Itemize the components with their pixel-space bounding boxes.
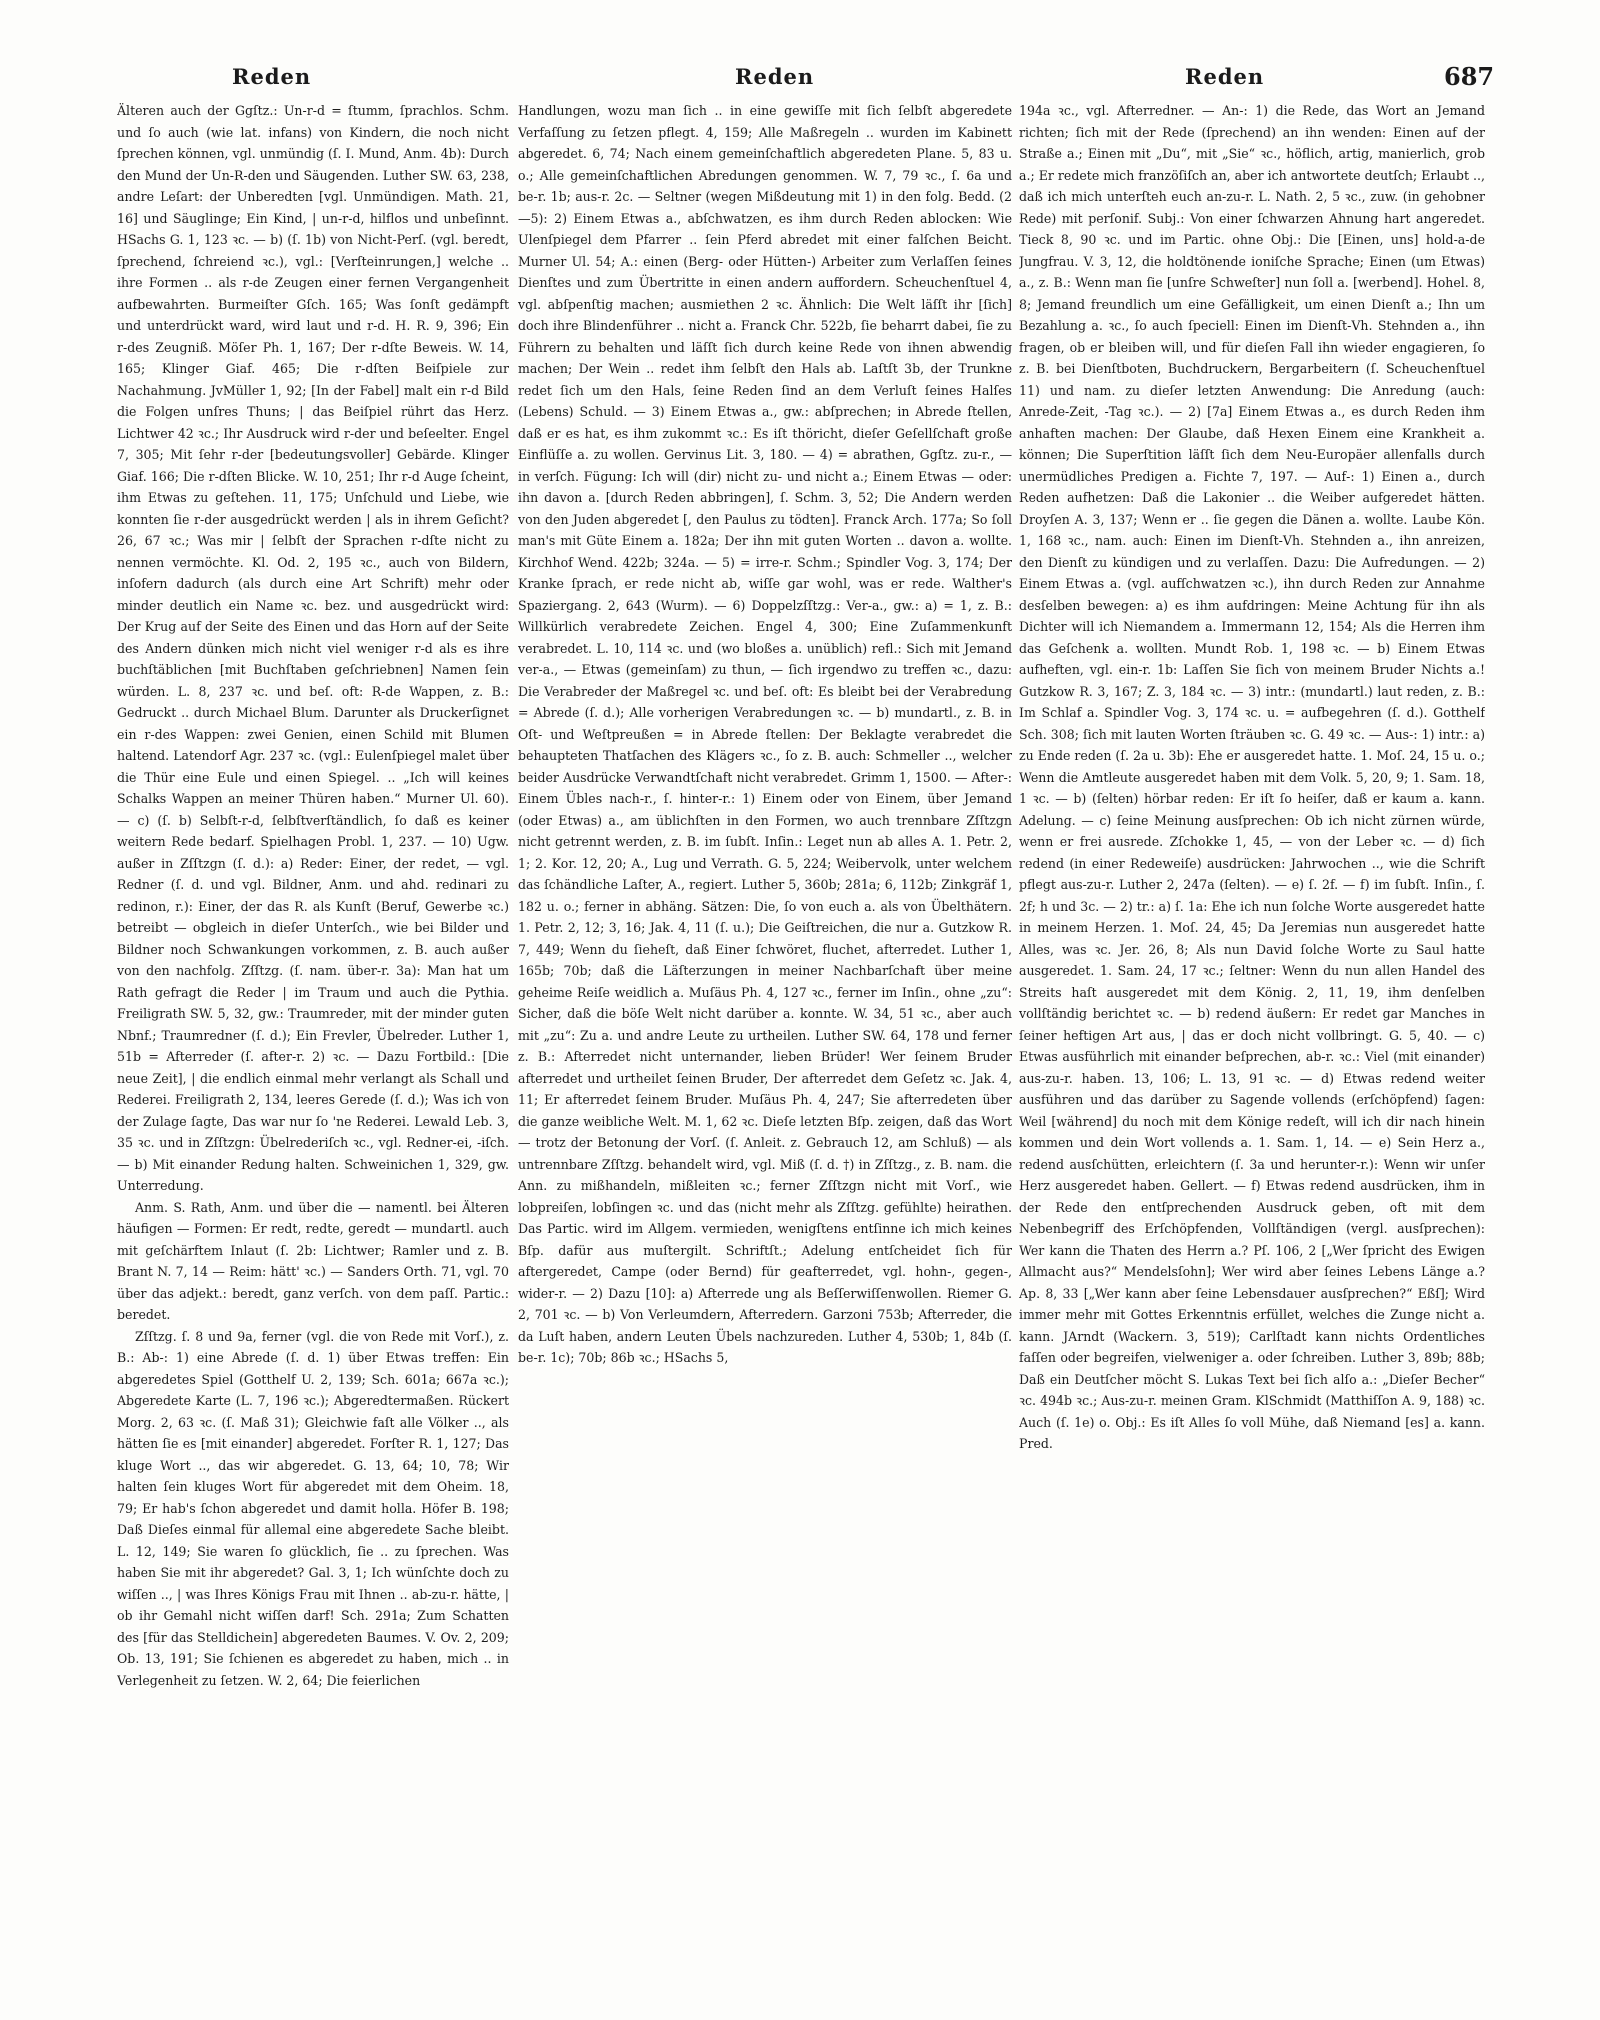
column-2 bbox=[518, 100, 1012, 1995]
text-columns bbox=[0, 100, 1600, 2000]
page-number: 687 bbox=[1444, 62, 1495, 91]
column-1-paragraph: Älteren auch der Ggſtz.: Un‑r‑d = ſtumm, ſprachlos. Schm. und ſo auch (wie lat. infans) von Kindern, die noch nicht ſprechen können, vgl. unmündig (ſ. I. Mund, Anm. 4b): Durch den Mund der Un‑R‑den und Säugenden. Luther SW. 63, 238, andre Leſart: der Unberedten [vgl. Unmündigen. Math. 21, 16] und Säuglinge; Ein Kind, | un‑r‑d, hilflos und unbeſinnt. HSachs G. 1, 123 ꝛc. — b) (ſ. 1b) von Nicht‑Perſ. (vgl. beredt, ſprechend, ſchreiend ꝛc.), vgl.: [Verſteinrungen,] welche .. ihre Formen .. als r‑de Zeugen einer fernen Vergangenheit aufbewahrten. Burmeiſter Gſch. 165; Was ſonſt gedämpft und unterdrückt ward, wird laut und r‑d. H. R. 9, 396; Ein r‑des Zeugniß. Möſer Ph. 1, 167; Der r‑dſte Beweis. W. 14, 165; Klinger Giaf. 465; Die r‑dſten Beiſpiele zur Nachahmung. JvMüller 1, 92; [In der Fabel] malt ein r‑d Bild die Folgen unſres Thuns; | das Beiſpiel rührt das Herz. Lichtwer 42 ꝛc.; Ihr Ausdruck wird r‑der und beſeelter. Engel 7, 305; Mit ſehr r‑der [bedeutungsvoller] Gebärde. Klinger Giaf. 166; Die r‑dſten Blicke. W. 10, 251; Ihr r‑d Auge ſcheint, ihm Etwas zu geſtehen. 11, 175; Unſchuld und Liebe, wie konnten ſie r‑der ausgedrückt werden | als in ihrem Geſicht? 26, 67 ꝛc.; Was mir | ſelbſt der Sprachen r‑dſte nicht zu nennen vermöchte. Kl. Od. 2, 195 ꝛc., auch von Bildern, inſofern dadurch (als durch eine Art Schrift) mehr oder minder deutlich ein Name ꝛc. bez. und ausgedrückt wird: Der Krug auf der Seite des Einen und das Horn auf der Seite des Andern dünken mich nicht viel weniger r‑d als es ihre buchſtäblichen [mit Buchſtaben geſchriebnen] Namen ſein würden. L. 8, 237 ꝛc. und beſ. oft: R‑de Wappen, z. B.: Gedruckt .. durch Michael Blum. Darunter als Druckerſignet ein r‑des Wappen: zwei Genien, einen Schild mit Blumen haltend. Latendorf Agr. 237 ꝛc. (vgl.: Eulenſpiegel malet über die Thür eine Eule und einen Spiegel. .. „Ich will keines Schalks Wappen an meiner Thüren haben.“ Murner Ul. 60). — c) (ſ. b) Selbſt‑r‑d, ſelbſtverſtändlich, ſo daß es keiner weitern Rede bedarf. Spielhagen Probl. 1, 237. — 10) Ugw. außer in Zſſtzgn (ſ. d.): a) Reder: Einer, der redet, — vgl. Redner (ſ. d. und vgl. Bildner, Anm. und ahd. redinari zu redinon, r.): Einer, der das R. als Kunſt (Beruf, Gewerbe ꝛc.) betreibt — obgleich in dieſer Unterſch., wie bei Bilder und Bildner noch Schwankungen vorkommen, z. B. auch außer von den nachfolg. Zſſtzg. (ſ. nam. über‑r. 3a): Man hat um Rath gefragt die Reder | im Traum und auch die Pythia. Freiligrath SW. 5, 32, gw.: Traumreder, mit der minder guten Nbnf.; Traumredner (ſ. d.); Ein Frevler, Übelreder. Luther 1, 51b = Afterreder (ſ. after‑r. 2) ꝛc. — Dazu Fortbild.: [Die neue Zeit], | die endlich einmal mehr verlangt als Schall und Rederei. Freiligrath 2, 134, leeres Gerede (ſ. d.); Was ich von der Zulage ſagte, Das war nur ſo 'ne Rederei. Lewald Leb. 3, 35 ꝛc. und in Zſſtzgn: Übelrederiſch ꝛc., vgl. Redner‑ei, ‑iſch. — b) Mit einander Redung halten. Schweinichen 1, 329, gw. Unterredung. bbox=[117, 103, 509, 1193]
column-1-paragraph: Anm. S. Rath, Anm. und über die — namentl. bei Älteren häufigen — Formen: Er redt, redte, geredt — mundartl. auch mit geſchärftem Inlaut (ſ. 2b: Lichtwer; Ramler und z. B. Brant N. 7, 14 — Reim: hätt' ꝛc.) — Sanders Orth. 71, vgl. 70 über das adjekt.: beredt, ganz verſch. von dem paſſ. Partic.: beredet. bbox=[117, 1199, 509, 1322]
header-left-headword: Reden bbox=[232, 64, 312, 89]
header-center-headword: Reden bbox=[735, 64, 815, 89]
column-3 bbox=[1019, 100, 1485, 1995]
column-1-paragraph: Zſſtzg. ſ. 8 und 9a, ferner (vgl. die von Rede mit Vorſ.), z. B.: Ab‑: 1) eine Abrede (ſ. d. 1) über Etwas treffen: Ein abgeredetes Spiel (Gotthelf U. 2, 139; Sch. 601a; 667a ꝛc.); Abgeredete Karte (L. 7, 196 ꝛc.); Abgeredtermaßen. Rückert Morg. 2, 63 ꝛc. (ſ. Maß 31); Gleichwie faſt alle Völker .., als hätten ſie es [mit einander] abgeredet. Forſter R. 1, 127; Das kluge Wort .., das wir abgeredet. G. 13, 64; 10, 78; Wir halten ſein kluges Wort für abgeredet mit dem Oheim. 18, 79; Er hab's ſchon abgeredet und damit holla. Höfer B. 198; Daß Dieſes einmal für allemal eine abgeredete Sache bleibt. L. 12, 149; Sie waren ſo glücklich, ſie .. zu ſprechen. Was haben Sie mit ihr abgeredet? Gal. 3, 1; Ich wünſchte doch zu wiſſen .., | was Ihres Königs Frau mit Ihnen .. ab‑zu‑r. hätte, | ob ihr Gemahl nicht wiſſen darf! Sch. 291a; Zum Schatten des [für das Stelldichein] abgeredeten Baumes. V. Ov. 2, 209; Ob. 13, 191; Sie ſchienen es abgeredet zu haben, mich .. in Verlegenheit zu ſetzen. W. 2, 64; Die feierlichen bbox=[117, 1328, 509, 1688]
column-2-paragraph: Handlungen, wozu man ſich .. in eine gewiſſe mit ſich ſelbſt abgeredete Verfaſſung zu ſetzen pflegt. 4, 159; Alle Maßregeln .. wurden im Kabinett abgeredet. 6, 74; Nach einem gemeinſchaftlich abgeredeten Plane. 5, 83 u. o.; Alle gemeinſchaftlichen Abredungen genommen. W. 7, 79 ꝛc., ſ. 6a und be‑r. 1b; aus‑r. 2c. — Seltner (wegen Mißdeutung mit 1) in den folg. Bedd. (2—5): 2) Einem Etwas a., abſchwatzen, es ihm durch Reden ablocken: Wie Ulenſpiegel dem Pfarrer .. ſein Pferd abredet mit einer falſchen Beicht. Murner Ul. 54; A.: einen (Berg‑ oder Hütten‑) Arbeiter zum Verlaſſen ſeines Dienſtes und zum Übertritte in einen andern auffordern. Scheuchenſtuel 4, vgl. abſpenſtig machen; ausmiethen 2 ꝛc. Ähnlich: Die Welt läſſt ihr [ſich] doch ihre Blindenführer .. nicht a. Franck Chr. 522b, ſie beharrt dabei, ſie zu Führern zu behalten und läſſt ſich durch keine Rede von ihnen abwendig machen; Der Wein .. redet ihm ſelbſt den Hals ab. Laſtſt 3b, der Trunkne redet ſich um den Hals, ſeine Reden ſind an dem Verluſt ſeines Halſes (Lebens) Schuld. — 3) Einem Etwas a., gw.: abſprechen; in Abrede ſtellen, daß er es hat, es ihm zukommt ꝛc.: Es iſt thöricht, dieſer Geſellſchaft große Einflüſſe a. zu wollen. Gervinus Lit. 3, 180. — 4) = abrathen, Ggſtz. zu‑r., — in verſch. Fügung: Ich will (dir) nicht zu‑ und nicht a.; Einem Etwas — oder: ihn davon a. [durch Reden abbringen], ſ. Schm. 3, 52; Die Andern werden von den Juden abgeredet [, den Paulus zu tödten]. Franck Arch. 177a; So ſoll man's mit Güte Einem a. 182a; Der ihn mit guten Worten .. davon a. wollte. Kirchhof Wend. 422b; 324a. — 5) = irre‑r. Schm.; Spindler Vog. 3, 174; Der Kranke ſprach, er rede nicht ab, wiſſe gar wohl, was er rede. Walther's Spaziergang. 2, 643 (Wurm). — 6) Doppelzſſtzg.: Ver‑a., gw.: a) = 1, z. B.: Willkürlich verabredete Zeichen. Engel 4, 300; Eine Zuſammenkunft verabredet. L. 10, 114 ꝛc. und (wo bloßes a. unüblich) refl.: Sich mit Jemand ver‑a., — Etwas (gemeinſam) zu thun, — ſich irgendwo zu treffen ꝛc., dazu: Die Verabreder der Maßregel ꝛc. und beſ. oft: Es bleibt bei der Verabredung = Abrede (ſ. d.); Alle vorherigen Verabredungen ꝛc. — b) mundartl., z. B. in Oſt‑ und Weſtpreußen = in Abrede ſtellen: Der Beklagte verabredet die behaupteten Thatſachen des Klägers ꝛc., ſo z. B. auch: Schmeller .., welcher beider Ausdrücke Verwandtſchaft nicht verabredet. Grimm 1, 1500. — After‑: Einem Übles nach‑r., ſ. hinter‑r.: 1) Einem oder von Einem, über Jemand (oder Etwas) a., am üblichſten in den Formen, wo auch trennbare Zſſtzgn nicht getrennt werden, z. B. im ſubſt. Inſin.: Leget nun ab alles A. 1. Petr. 2, 1; 2. Kor. 12, 20; A., Lug und Verrath. G. 5, 224; Weibervolk, unter welchem das ſchändliche Laſter, A., regiert. Luther 5, 360b; 281a; 6, 112b; Zinkgräf 1, 182 u. o.; ferner in abhäng. Sätzen: Die, ſo von euch a. als von Übelthätern. 1. Petr. 2, 12; 3, 16; Jak. 4, 11 (ſ. u.); Die Geiſtreichen, die nur a. Gutzkow R. 7, 449; Wenn du ſieheſt, daß Einer ſchwöret, fluchet, afterredet. Luther 1, 165b; 70b; daß die Läſterzungen in meiner Nachbarſchaft über meine geheime Reiſe weidlich a. Muſäus Ph. 4, 127 ꝛc., ferner im Inſin., ohne „zu“: Sicher, daß die böſe Welt nicht darüber a. konnte. W. 34, 51 ꝛc., aber auch mit „zu“: Zu a. und andre Leute zu urtheilen. Luther SW. 64, 178 und ferner z. B.: Afterredet nicht unternander, lieben Brüder! Wer ſeinem Bruder afterredet und urtheilet ſeinen Bruder, Der afterredet dem Geſetz ꝛc. Jak. 4, 11; Er afterredet ſeinem Bruder. Muſäus Ph. 4, 247; Sie afterredeten über die ganze weibliche Welt. M. 1, 62 ꝛc. Dieſe letzten Bſp. zeigen, daß das Wort — trotz der Betonung der Vorſ. (ſ. Anleit. z. Gebrauch 12, am Schluß) — als untrennbare Zſſtzg. behandelt wird, vgl. Miß (ſ. d. †) in Zſſtzg., z. B. nam. die Ann. zu mißhandeln, mißleiten ꝛc.; ferner Zſſtzgn nicht mit Vorſ., wie lobpreiſen, lobſingen ꝛc. und das (nicht mehr als Zſſtzg. gefühlte) heirathen. Das Partic. wird im Allgem. vermieden, wenigſtens entſinne ich mich keines Bſp. dafür aus muſtergilt. Schriftſt.; Adelung entſcheidet ſich für aftergeredet, Campe (oder Bernd) für geafterredet, vgl. hohn‑, gegen‑, wider‑r. — 2) Dazu [10]: a) Afterrede ung als Beſſerwiſſenwollen. Riemer G. 2, 701 ꝛc. — b) Von Verleumdern, Afterredern. Garzoni 753b; Afterreder, die da Luſt haben, andern Leuten Übels nachzureden. Luther 4, 530b; 1, 84b (ſ. be‑r. 1c); 70b; 86b ꝛc.; HSachs 5, bbox=[518, 103, 1012, 1365]
header-right-headword: Reden bbox=[1185, 64, 1265, 89]
running-header bbox=[0, 64, 1600, 94]
column-3-paragraph: 194a ꝛc., vgl. Afterredner. — An‑: 1) die Rede, das Wort an Jemand richten; ſich mit der Rede (ſprechend) an ihn wenden: Einen auf der Straße a.; Einen mit „Du“, mit „Sie“ ꝛc., höflich, artig, manierlich, grob a.; Er redete mich franzöſiſch an, aber ich antwortete deutſch; Erlaubt .., daß ich mich unterſteh euch an‑zu‑r. L. Nath. 2, 5 ꝛc., zuw. (in gehobner Rede) mit perſonif. Subj.: Von einer ſchwarzen Ahnung hart angeredet. Tieck 8, 90 ꝛc. und im Partic. ohne Obj.: Die [Einen, uns] hold‑a‑de Jungfrau. V. 3, 12, die holdtönende ioniſche Sprache; Einen (um Etwas) a., z. B.: Wenn man ſie [unſre Schweſter] nun ſoll a. [werbend]. Hohel. 8, 8; Jemand freundlich um eine Gefälligkeit, um einen Dienſt a.; Ihn um Bezahlung a. ꝛc., ſo auch ſpeciell: Einen im Dienſt‑Vh. Stehnden a., ihn fragen, ob er bleiben will, und für dieſen Fall ihn wieder engagieren, ſo z. B. bei Dienſtboten, Buchdruckern, Bergarbeitern (ſ. Scheuchenſtuel 11) und nam. zu dieſer letzten Anwendung: Die Anredung (auch: Anrede‑Zeit, ‑Tag ꝛc.). — 2) [7a] Einem Etwas a., es durch Reden ihm anhaften machen: Der Glaube, daß Hexen Einem eine Krankheit a. können; Die Superſtition läſſt ſich dem Neu‑Europäer allenfalls durch unermüdliches Predigen a. Fichte 7, 197. — Auf‑: 1) Einen a., durch Reden aufhetzen: Daß die Lakonier .. die Weiber aufgeredet hätten. Droyſen A. 3, 137; Wenn er .. ſie gegen die Dänen a. wollte. Laube Kön. 1, 168 ꝛc., nam. auch: Einen im Dienſt‑Vh. Stehnden a., ihn anreizen, den Dienſt zu kündigen und zu verlaſſen. Dazu: Die Aufredungen. — 2) Einem Etwas a. (vgl. aufſchwatzen ꝛc.), ihn durch Reden zur Annahme desſelben bewegen: a) es ihm aufdringen: Meine Achtung für ihn als Dichter will ich Niemandem a. Immermann 12, 154; Als die Herren ihm das Geſchenk a. wollten. Mundt Rob. 1, 198 ꝛc. — b) Einem Etwas aufheften, vgl. ein‑r. 1b: Laſſen Sie ſich von meinem Bruder Nichts a.! Gutzkow R. 3, 167; Z. 3, 184 ꝛc. — 3) intr.: (mundartl.) laut reden, z. B.: Im Schlaf a. Spindler Vog. 3, 174 ꝛc. u. = aufbegehren (ſ. d.). Gotthelf Sch. 308; ſich mit lauten Worten ſträuben ꝛc. G. 49 ꝛc. — Aus‑: 1) intr.: a) zu Ende reden (ſ. 2a u. 3b): Ehe er ausgeredet hatte. 1. Moſ. 24, 15 u. o.; Wenn die Amtleute ausgeredet haben mit dem Volk. 5, 20, 9; 1. Sam. 18, 1 ꝛc. — b) (ſelten) hörbar reden: Er iſt ſo heiſer, daß er kaum a. kann. Adelung. — c) ſeine Meinung ausſprechen: Ob ich nicht zürnen würde, wenn er frei ausrede. Zſchokke 1, 45, — von der Leber ꝛc. — d) ſich redend (in einer Redeweiſe) ausdrücken: Jahrwochen .., wie die Schrift pflegt aus‑zu‑r. Luther 2, 247a (ſelten). — e) ſ. 2f. — f) im ſubſt. Inſin., ſ. 2f; h und 3c. — 2) tr.: a) ſ. 1a: Ehe ich nun ſolche Worte ausgeredet hatte in meinem Herzen. 1. Moſ. 24, 45; Da Jeremias nun ausgeredet hatte Alles, was ꝛc. Jer. 26, 8; Als nun David ſolche Worte zu Saul hatte ausgeredet. 1. Sam. 24, 17 ꝛc.; ſeltner: Wenn du nun allen Handel des Streits haſt ausgeredet mit dem König. 2, 11, 19, ihm denſelben vollſtändig berichtet ꝛc. — b) redend äußern: Er redet gar Manches in ſeiner heftigen Art aus, | das er doch nicht vollbringt. G. 5, 40. — c) Etwas ausführlich mit einander beſprechen, ab‑r. ꝛc.: Viel (mit einander) aus‑zu‑r. haben. 13, 106; L. 13, 91 ꝛc. — d) Etwas redend weiter ausführen und das darüber zu Sagende vollends (erſchöpfend) ſagen: Weil [während] du noch mit dem Könige redeſt, will ich dir nach hinein kommen und dein Wort vollends a. 1. Sam. 1, 14. — e) Sein Herz a., redend ausſchütten, erleichtern (ſ. 3a und herunter‑r.): Wenn wir unſer Herz ausgeredet haben. Gellert. — f) Etwas redend ausdrücken, ihm in der Rede den entſprechenden Ausdruck geben, oft mit dem Nebenbegriff des Erſchöpfenden, Vollſtändigen (vergl. ausſprechen): Wer kann die Thaten des Herrn a.? Pſ. 106, 2 [„Wer ſpricht des Ewigen Allmacht aus?“ Mendelsſohn]; Wer wird aber ſeines Lebens Länge a.? Ap. 8, 33 [„Wer kann aber ſeine Lebensdauer ausſprechen?“ Eßſ]; Wird immer mehr mit Gottes Erkenntnis erfüllet, welches die Zunge nicht a. kann. JArndt (Wackern. 3, 519); Carlſtadt kann nichts Ordentliches faſſen oder begreifen, vielweniger a. oder ſchreiben. Luther 3, 89b; 88b; Daß ein Deutſcher möcht S. Lukas Text bei ſich alſo a.: „Dieſer Becher“ ꝛc. 494b ꝛc.; Aus‑zu‑r. meinen Gram. KlSchmidt (Matthiſſon A. 9, 188) ꝛc. Auch (ſ. 1e) o. Obj.: Es iſt Alles ſo voll Mühe, daß Niemand [es] a. kann. Pred. bbox=[1019, 103, 1485, 1451]
column-1 bbox=[117, 100, 509, 1995]
